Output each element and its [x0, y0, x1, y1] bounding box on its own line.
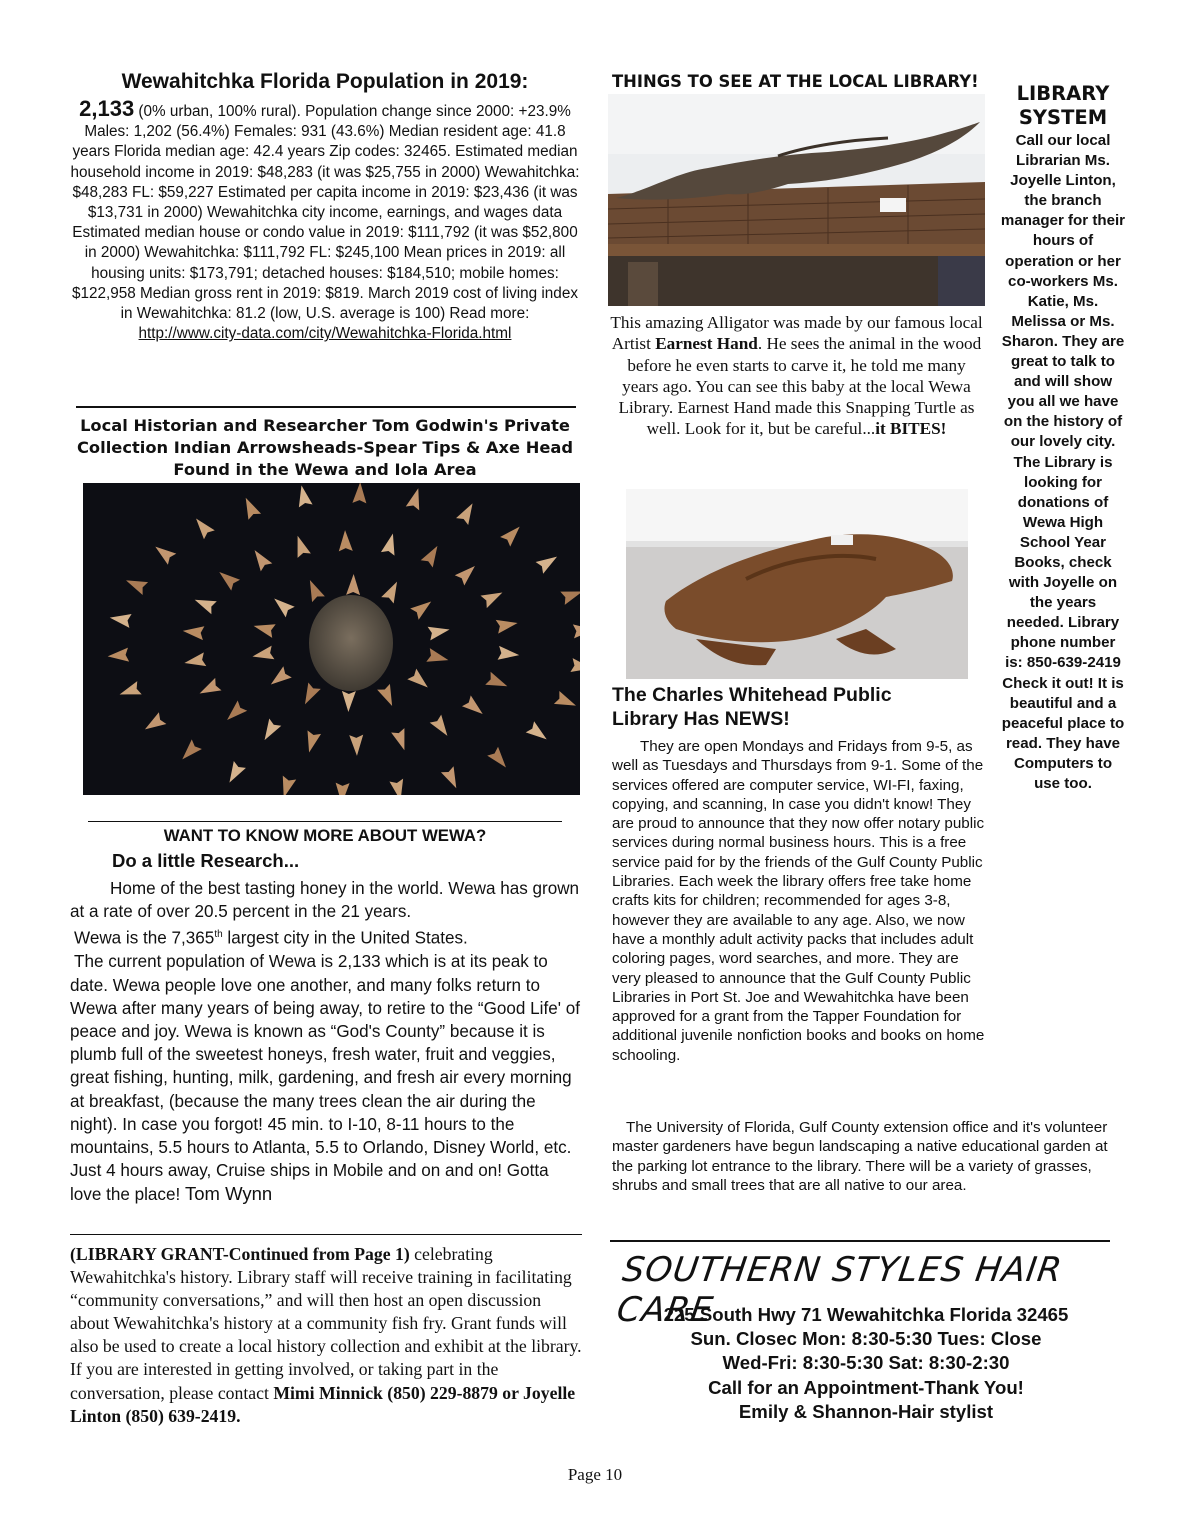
wewa-paragraph-text: The current population of Wewa is 2,133 which is at its peak to date. Wewa people love one another, and many folks return to Wewa after many years of being away, to retire to the “Good Life' of peace and joy. Wewa is known as “God's County” because it is plumb full of the sweetest honeys, fresh water, fruit and veggies, great fishing, hunting, milk, gardening, and fresh air every morning at breakfast, (because the many trees clean the air during the night). In case you forgot! 45 min. to I-10, 8-11 hours to the mountains, 5.5 hours to Atlanta, 5.5 to Orlando, Disney World, etc. Just 4 hours away, Cruise ships in Mobile and on and on! Gotta love the place!: [70, 952, 580, 1205]
wewa-article: [70, 877, 582, 1207]
turtle-illustration: [626, 489, 968, 679]
salon-stylists: Emily & Shannon-Hair stylist: [738, 1400, 994, 1422]
library-news-title: [612, 683, 987, 731]
rank-text: Wewa is the 7,365: [74, 929, 215, 949]
grant-lead: (LIBRARY GRANT-Continued from Page 1): [70, 1244, 410, 1264]
rank-superscript: th: [214, 929, 223, 941]
caption-text: This amazing Alligator was made by our famous local Artist: [610, 313, 983, 354]
caption-text-end: . He sees the animal in the wood before he even starts to carve it, he told me many years ago. You can see this baby at the local Wewa Library. Earnest Hand made this Snapping Turtle as well. Look for it, but be careful...: [618, 334, 982, 439]
section-divider: [70, 1234, 582, 1235]
grant-text: celebrating Wewahitchka's history. Library staff will receive training in facilitating “community conversations,” and will then host an open discussion about Wewahitchka's history at a community fish fry. Grant funds will also be used to create a local history collection and exhibit at the library. If you are interested in getting involved, or taking part in the conversation, please contact: [70, 1244, 582, 1403]
salon-hours: Wed-Fri: 8:30-5:30 Sat: 8:30-2:30: [722, 1352, 1010, 1374]
caption-emphasis: it BITES!: [875, 419, 947, 439]
grant-contact: Mimi Minnick (850) 229-8879 or Joyelle Linton (850) 639-2419.: [70, 1382, 576, 1426]
library-news-title-text: The Charles Whitehead Public Library Has NEWS!: [612, 684, 892, 730]
population-details: (0% urban, 100% rural). Population change since 2000: +23.9% Males: 1,202 (56.4%) Females: 931 (43.6%) Median resident age: 41.8 years Florida median age: 42.4 years Zip codes: 32465. Estimated median household income in 2019: $48,283 (it was $25,755 in 2000) Wewahitchka: $48,283 FL: $59,227 Estimated per capita income in 2019: $23,436 (it was $13,731 in 2000) Wewahitchka city income, earnings, and wages data Estimated median house or condo value in 2019: $111,792 (it was $52,800 in 2000) Wewahitchka: $111,792 FL: $245,100 Mean prices in 2019: all housing units: $173,791; detached houses: $184,510; mobile homes: $122,958 Median gross rent in 2019: $819. March 2019 cost of living index in Wewahitchka: 81.2 (low, U.S. average is 100) Read more:: [70, 103, 580, 323]
section-divider: [610, 1240, 1110, 1242]
library-news-body: They are open Mondays and Fridays from 9-5, as well as Tuesdays and Thursdays from 9-1. Some of the services offered are computer service, WI-FI, faxing, copying, and scanning, In case you didn't know! They are proud to announce that they now offer notary public services during normal business hours. This is a free service paid for by the friends of the Gulf County Public Libraries. Each week the library offers free take home crafts kits for children; recommended for ages 3-8, however they are available to any age. Also, we now have a monthly adult activity packs that includes adult coloring pages, word searches, and more. They are very pleased to announce that the Gulf County Public Libraries in Port St. Joe and Wewahitchka have been approved for a grant from the Tapper Foundation for additional juvenile nonfiction books and books on home schooling.: [612, 738, 985, 1064]
salon-call: Call for an Appointment-Thank You!: [708, 1376, 1024, 1398]
arrowheads-photo: [83, 483, 580, 795]
population-text: [68, 96, 582, 344]
library-system-text: Call our local Librarian Ms. Joyelle Linton, the branch manager for their hours of operation or her co-workers Ms. Katie, Ms. Melissa or Ms. Sharon. They are great to talk to and will show you all we have on the history of our lovely city. The Library is looking for donations of Wewa High School Year Books, check with Joyelle on the years needed. Library phone number is: 850-639-2419 Check it out! It is beautiful and a peaceful place to read. They have Computers to use too.: [1000, 132, 1126, 792]
rank-text-end: largest city in the United States.: [222, 929, 468, 949]
extension-garden-text: The University of Florida, Gulf County extension office and it's volunteer master gardeners have begun landscaping a native educational garden at the parking lot entrance to the library. There will be a variety of grasses, shrubs and small trees that are all native to our area.: [612, 1119, 1108, 1194]
city-data-link[interactable]: http://www.city-data.com/city/Wewahitchka-Florida.html: [138, 325, 512, 343]
library-system-title: LIBRARY SYSTEM: [1016, 82, 1110, 129]
arrowheads-illustration: [83, 483, 580, 795]
salon-address: 225 South Hwy 71 Wewahitchka Florida 32465: [663, 1304, 1069, 1325]
library-grant-article: [70, 1243, 582, 1428]
salon-name: SOUTHERN STYLES HAIR CARE: [614, 1250, 1065, 1330]
wewa-subheading: Do a little Research...: [112, 850, 300, 871]
section-divider: [76, 406, 576, 408]
historian-heading: Local Historian and Researcher Tom Godwin's Private Collection Indian Arrowsheads-Spear Tips & Axe Head Found in the Wewa and Iola Area: [76, 416, 574, 479]
wewa-paragraph: [70, 923, 582, 950]
alligator-carving-photo: [608, 94, 985, 306]
population-figure: 2,133: [79, 96, 135, 121]
section-divider: [88, 821, 562, 822]
salon-hours: Sun. Closec Mon: 8:30-5:30 Tues: Close: [690, 1328, 1042, 1350]
wewa-paragraph: Home of the best tasting honey in the world. Wewa has grown at a rate of over 20.5 percent in the 21 years.: [70, 879, 580, 922]
artist-name: Earnest Hand: [655, 334, 758, 354]
things-to-see-title: THINGS TO SEE AT THE LOCAL LIBRARY!: [612, 72, 979, 91]
author-signature: Tom Wynn: [184, 1183, 273, 1205]
snapping-turtle-photo: [626, 489, 968, 679]
page-number: Page 10: [567, 1465, 623, 1484]
wewa-heading: WANT TO KNOW MORE ABOUT WEWA?: [163, 826, 487, 845]
wewa-paragraph: [70, 950, 582, 1206]
salon-info: [610, 1303, 1122, 1424]
alligator-caption: [608, 312, 985, 440]
alligator-illustration: [608, 94, 985, 306]
population-title: Wewahitchka Florida Population in 2019:: [121, 70, 529, 93]
